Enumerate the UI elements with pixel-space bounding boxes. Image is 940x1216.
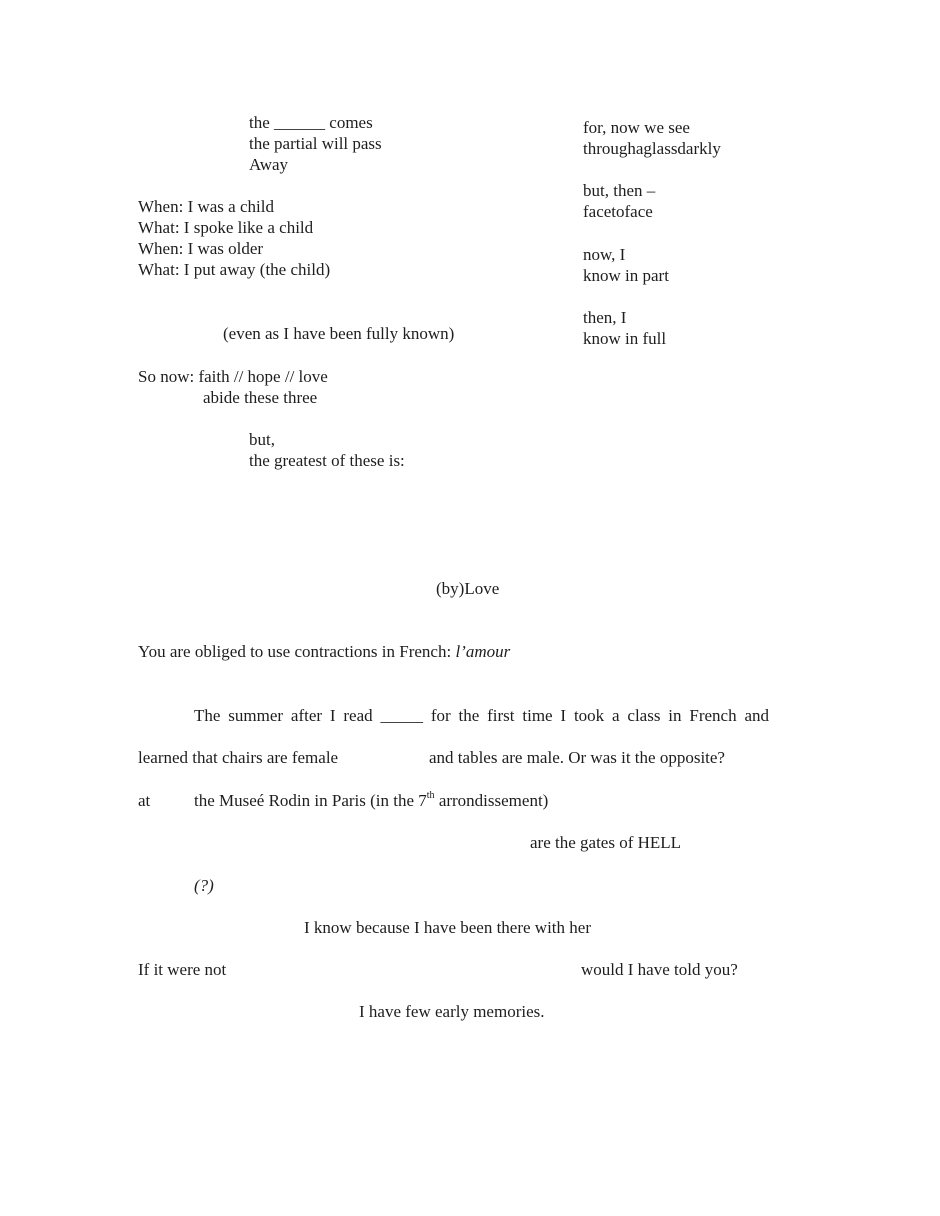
- poem-line: but,: [249, 430, 275, 449]
- poem-line: So now: faith // hope // love: [138, 367, 328, 386]
- prose-line: [138, 641, 510, 662]
- poem-line: but, then –: [583, 181, 656, 200]
- poem-line: the greatest of these is:: [249, 451, 405, 470]
- poem-line: Away: [249, 155, 289, 174]
- prose-line: at: [138, 791, 151, 810]
- poem-line: What: I put away (the child): [138, 260, 331, 279]
- prose-line: I have few early memories.: [359, 1002, 545, 1021]
- poem-line: When: I was a child: [138, 197, 274, 216]
- poem-line: the ______ comes: [249, 113, 373, 132]
- prose-line: are the gates of HELL: [530, 833, 682, 852]
- prose-line: (?): [194, 876, 214, 895]
- superscript: th: [426, 790, 435, 802]
- prose-line: The summer after I read _____ for the first time I took a class in French and: [194, 706, 769, 725]
- poem-line: know in part: [583, 266, 669, 285]
- prose-line: [194, 790, 548, 811]
- poem-line: abide these three: [203, 388, 318, 407]
- poem-line: then, I: [583, 308, 627, 327]
- prose-text: arrondissement): [434, 791, 549, 810]
- poem-line: What: I spoke like a child: [138, 218, 314, 237]
- poem-line: for, now we see: [583, 118, 690, 137]
- prose-line: and tables are male. Or was it the opposite?: [429, 748, 725, 767]
- poem-line: now, I: [583, 245, 626, 264]
- prose-text: the Museé Rodin in Paris (in the 7: [194, 791, 427, 810]
- poem-line: (even as I have been fully known): [223, 324, 455, 343]
- poem-line: know in full: [583, 329, 667, 348]
- prose-text: You are obliged to use contractions in French:: [138, 642, 456, 661]
- italic-word: l’amour: [455, 642, 511, 661]
- poem-line: facetoface: [583, 202, 653, 221]
- poem-line: the partial will pass: [249, 134, 382, 153]
- prose-line: would I have told you?: [581, 960, 738, 979]
- prose-line: If it were not: [138, 960, 227, 979]
- poem-line: When: I was older: [138, 239, 264, 258]
- prose-line: I know because I have been there with her: [304, 918, 591, 937]
- prose-line: learned that chairs are female: [138, 748, 339, 767]
- section-title: (by)Love: [436, 579, 500, 598]
- poem-line: throughaglassdarkly: [583, 139, 721, 158]
